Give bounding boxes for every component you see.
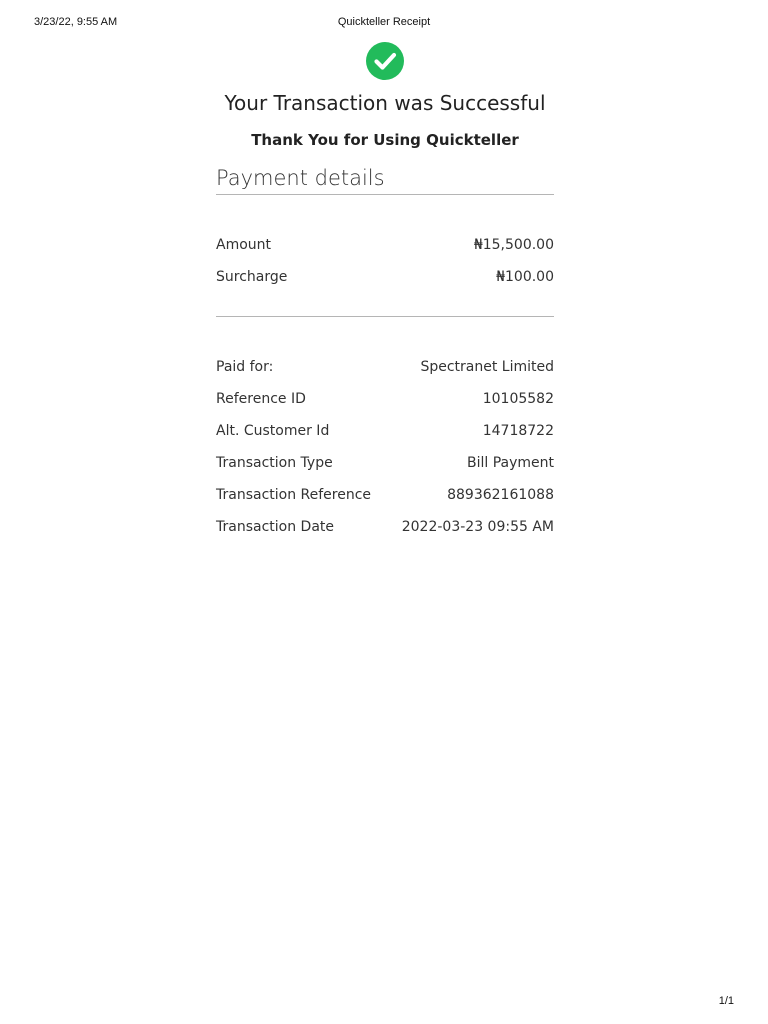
detail-label: Reference ID bbox=[216, 391, 306, 407]
detail-row-reference-id bbox=[216, 388, 554, 410]
detail-label: Transaction Type bbox=[216, 455, 333, 471]
detail-row-alt-customer-id bbox=[216, 420, 554, 442]
charges-divider bbox=[216, 316, 554, 317]
print-datetime: 3/23/22, 9:55 AM bbox=[34, 16, 118, 28]
detail-label: Paid for: bbox=[216, 359, 274, 375]
detail-row-transaction-reference bbox=[216, 484, 554, 506]
print-header bbox=[0, 16, 768, 30]
detail-label: Amount bbox=[216, 237, 272, 253]
detail-row-transaction-date bbox=[216, 516, 554, 538]
detail-value: Bill Payment bbox=[466, 455, 554, 471]
detail-value: 2022-03-23 09:55 AM bbox=[401, 519, 554, 535]
detail-value: 14718722 bbox=[482, 423, 554, 439]
payment-details-heading: Payment details bbox=[216, 166, 385, 190]
detail-value: 10105582 bbox=[482, 391, 554, 407]
detail-row-surcharge bbox=[216, 266, 554, 288]
print-page-number: 1/1 bbox=[718, 995, 734, 1007]
detail-row-transaction-type bbox=[216, 452, 554, 474]
detail-label: Surcharge bbox=[216, 269, 288, 285]
detail-row-amount bbox=[216, 234, 554, 256]
detail-label: Transaction Date bbox=[216, 519, 335, 535]
transaction-status-title: Your Transaction was Successful bbox=[224, 91, 546, 115]
detail-row-paid-for bbox=[216, 356, 554, 378]
detail-value: 889362161088 bbox=[447, 487, 554, 503]
detail-label: Transaction Reference bbox=[216, 487, 372, 503]
detail-value: ₦15,500.00 bbox=[473, 237, 554, 253]
check-circle-icon bbox=[366, 42, 404, 80]
section-divider bbox=[216, 194, 554, 195]
thank-you-subtitle: Thank You for Using Quickteller bbox=[251, 131, 519, 149]
print-page-title: Quickteller Receipt bbox=[337, 16, 431, 28]
detail-label: Alt. Customer Id bbox=[216, 423, 330, 439]
detail-value: ₦100.00 bbox=[496, 269, 554, 285]
detail-value: Spectranet Limited bbox=[420, 359, 554, 375]
